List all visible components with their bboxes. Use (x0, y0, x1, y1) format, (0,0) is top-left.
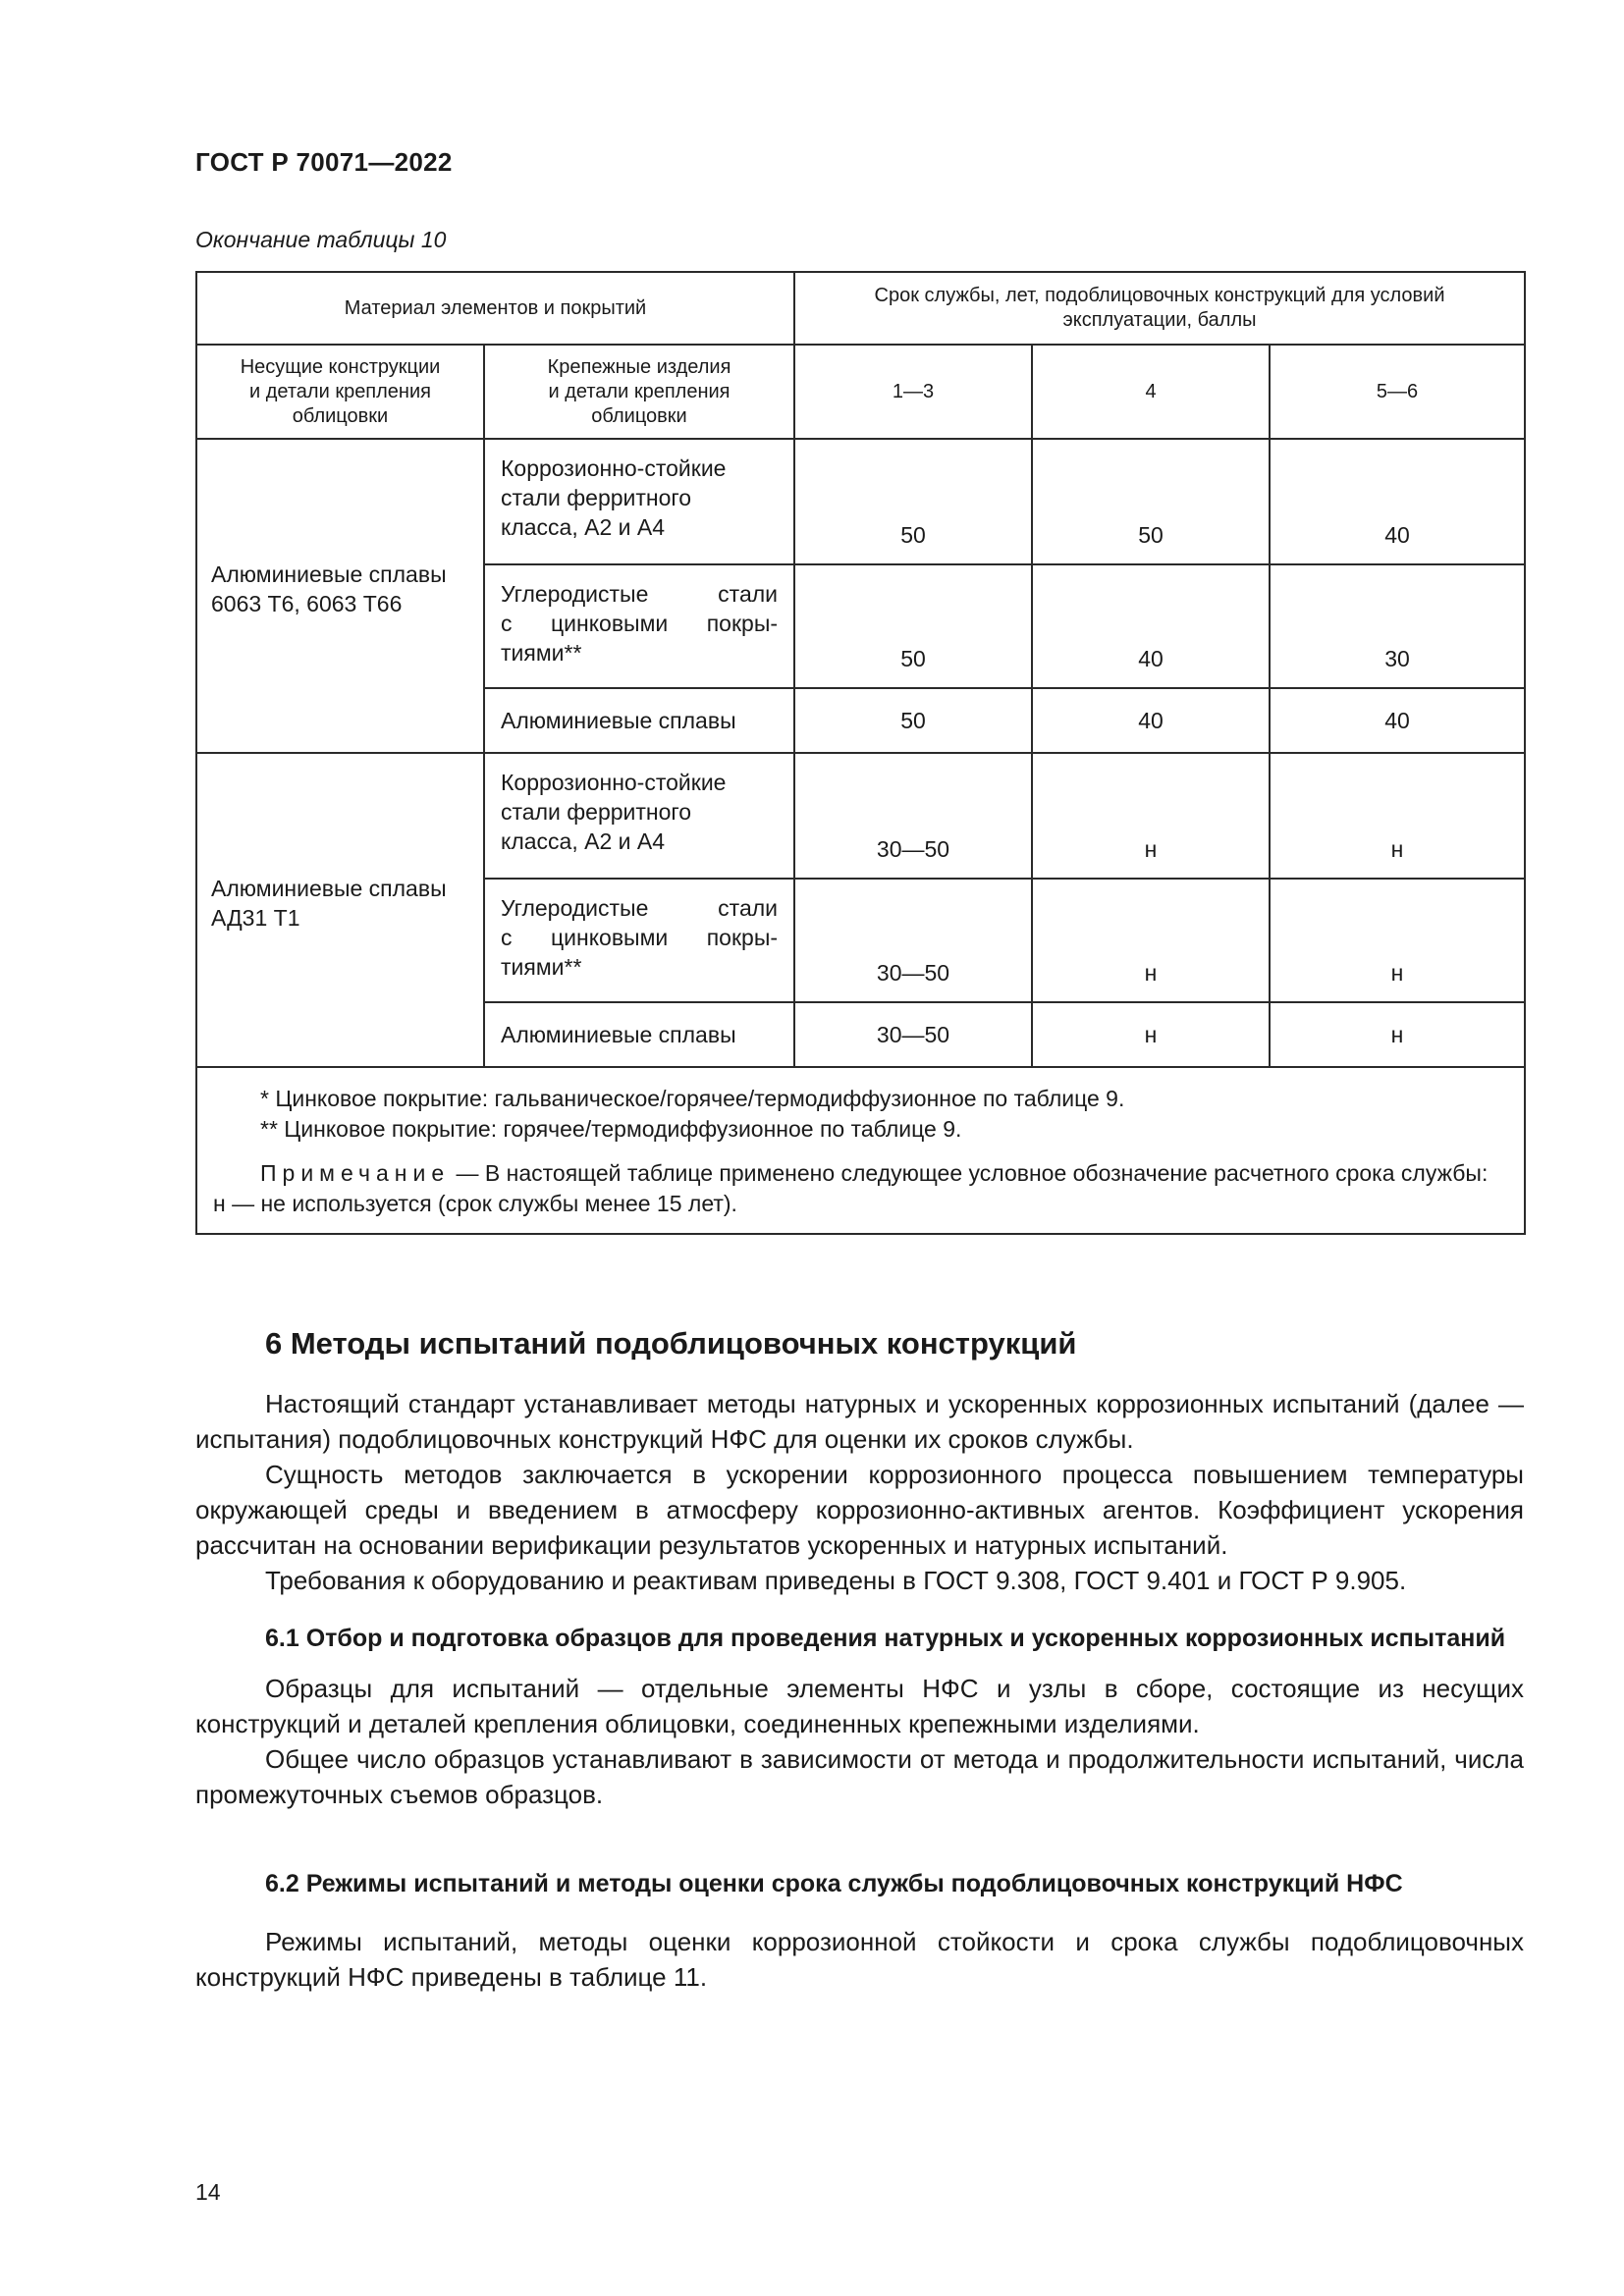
value-cell: н (1032, 1002, 1270, 1067)
fastener-cell (484, 879, 794, 1002)
fastener-cell (484, 564, 794, 688)
value-cell: 50 (794, 564, 1032, 688)
value-cell: н (1270, 753, 1525, 879)
value-cell: 30—50 (794, 1002, 1032, 1067)
paragraph: Общее число образцов устанавливают в зависимости от метода и продолжительности испытаний, числа промежуточных съемов образцов. (195, 1744, 1524, 1809)
head-service-life (794, 272, 1525, 345)
value-cell: 40 (1032, 688, 1270, 753)
paragraph: Требования к оборудованию и реактивам приведены в ГОСТ 9.308, ГОСТ 9.401 и ГОСТ Р 9.905. (265, 1566, 1407, 1595)
value-cell: н (1032, 753, 1270, 879)
head-cond-5-6: 5—6 (1270, 345, 1525, 439)
value-cell: 30—50 (794, 753, 1032, 879)
fastener-line: с цинковыми покры- (501, 925, 779, 950)
note-legend: н — не используется (срок службы менее 15 лет). (213, 1191, 737, 1216)
head-service-life-line-1: Срок службы, лет, подоблицовочных конструкций для условий (874, 285, 1445, 306)
value-cell: 40 (1032, 564, 1270, 688)
fastener-line: Углеродистые стали (501, 895, 779, 921)
head-fasteners-line: Крепежные изделия (547, 355, 731, 378)
main-material-line: 6063 Т6, 6063 Т66 (211, 591, 403, 616)
head-cond-1-3: 1—3 (794, 345, 1032, 439)
head-bearing-line: и детали крепления (249, 380, 431, 402)
table-notes (196, 1067, 1525, 1234)
subsection-6-2-title: 6.2 Режимы испытаний и методы оценки срока службы подоблицовочных конструкций НФС (265, 1870, 1403, 1897)
head-fasteners (484, 345, 794, 439)
head-bearing (196, 345, 484, 439)
main-material-line: АД31 Т1 (211, 905, 300, 931)
fastener-line: с цинковыми покры- (501, 611, 779, 636)
fastener-line: Углеродистые стали (501, 581, 779, 607)
value-cell: н (1032, 879, 1270, 1002)
fastener-line: тиями** (501, 640, 582, 666)
head-material: Материал элементов и покрытий (196, 272, 794, 345)
value-cell: 50 (794, 439, 1032, 564)
fastener-line: класса, А2 и А4 (501, 828, 665, 854)
fastener-line: стали ферритного (501, 485, 692, 510)
paragraph: Режимы испытаний, методы оценки коррозионной стойкости и срока службы подоблицовочных конструкций НФС приведены в таблице 11. (195, 1927, 1524, 1992)
main-material-line: Алюминиевые сплавы (211, 561, 447, 587)
value-cell: 30 (1270, 564, 1525, 688)
subsection-6-2 (195, 1867, 1524, 1995)
document-code: ГОСТ Р 70071—2022 (195, 147, 453, 177)
subsection-6-1 (195, 1622, 1524, 1812)
head-service-life-line-2: эксплуатации, баллы (1062, 309, 1257, 331)
value-cell: н (1270, 879, 1525, 1002)
fastener-line: Коррозионно-стойкие (501, 455, 727, 481)
footnote-1: * Цинковое покрытие: гальваническое/горячее/термодиффузионное по таблице 9. (260, 1086, 1125, 1111)
footnote-2: ** Цинковое покрытие: горячее/термодиффузионное по таблице 9. (260, 1116, 962, 1142)
paragraph: Образцы для испытаний — отдельные элементы НФС и узлы в сборе, состоящие из несущих конструкций и деталей крепления облицовки, соединенных крепежными изделиями. (195, 1674, 1524, 1738)
fastener-line: стали ферритного (501, 799, 692, 825)
fastener-cell (484, 439, 794, 564)
value-cell: 50 (794, 688, 1032, 753)
fastener-line: тиями** (501, 954, 582, 980)
table-caption: Окончание таблицы 10 (195, 227, 447, 252)
head-bearing-line: Несущие конструкции (240, 355, 441, 378)
page-number: 14 (195, 2179, 221, 2205)
fastener-cell (484, 753, 794, 879)
main-material-1 (196, 439, 484, 753)
head-fasteners-line: облицовки (591, 404, 687, 427)
head-fasteners-line: и детали крепления (548, 380, 731, 402)
fastener-line: класса, А2 и А4 (501, 514, 665, 540)
note-label: Примечание (260, 1160, 451, 1186)
head-cond-4: 4 (1032, 345, 1270, 439)
note-text: — В настоящей таблице применено следующее условное обозначение расчетного срока службы: (456, 1160, 1489, 1186)
value-cell: 40 (1270, 439, 1525, 564)
fastener-cell: Алюминиевые сплавы (484, 1002, 794, 1067)
table-10 (195, 271, 1526, 1235)
head-bearing-line: облицовки (292, 404, 389, 427)
subsection-6-1-title: 6.1 Отбор и подготовка образцов для проведения натурных и ускоренных коррозионных испытаний (265, 1625, 1506, 1652)
section-6-body (195, 1386, 1524, 1598)
paragraph: Настоящий стандарт устанавливает методы натурных и ускоренных коррозионных испытаний (далее — испытания) подоблицовочных конструкций НФС для оценки их сроков службы. (195, 1389, 1524, 1454)
fastener-cell: Алюминиевые сплавы (484, 688, 794, 753)
value-cell: 40 (1270, 688, 1525, 753)
fastener-line: Коррозионно-стойкие (501, 770, 727, 795)
main-material-line: Алюминиевые сплавы (211, 876, 447, 901)
main-material-2 (196, 753, 484, 1067)
value-cell: 50 (1032, 439, 1270, 564)
value-cell: н (1270, 1002, 1525, 1067)
section-6-title: 6 Методы испытаний подоблицовочных конструкций (265, 1326, 1077, 1361)
paragraph: Сущность методов заключается в ускорении коррозионного процесса повышением температуры окружающей среды и введением в атмосферу коррозионно-активных агентов. Коэффициент ускорения рассчитан на основании верификации результатов ускоренных и натурных испытаний. (195, 1460, 1524, 1560)
value-cell: 30—50 (794, 879, 1032, 1002)
table-note (213, 1158, 1508, 1189)
